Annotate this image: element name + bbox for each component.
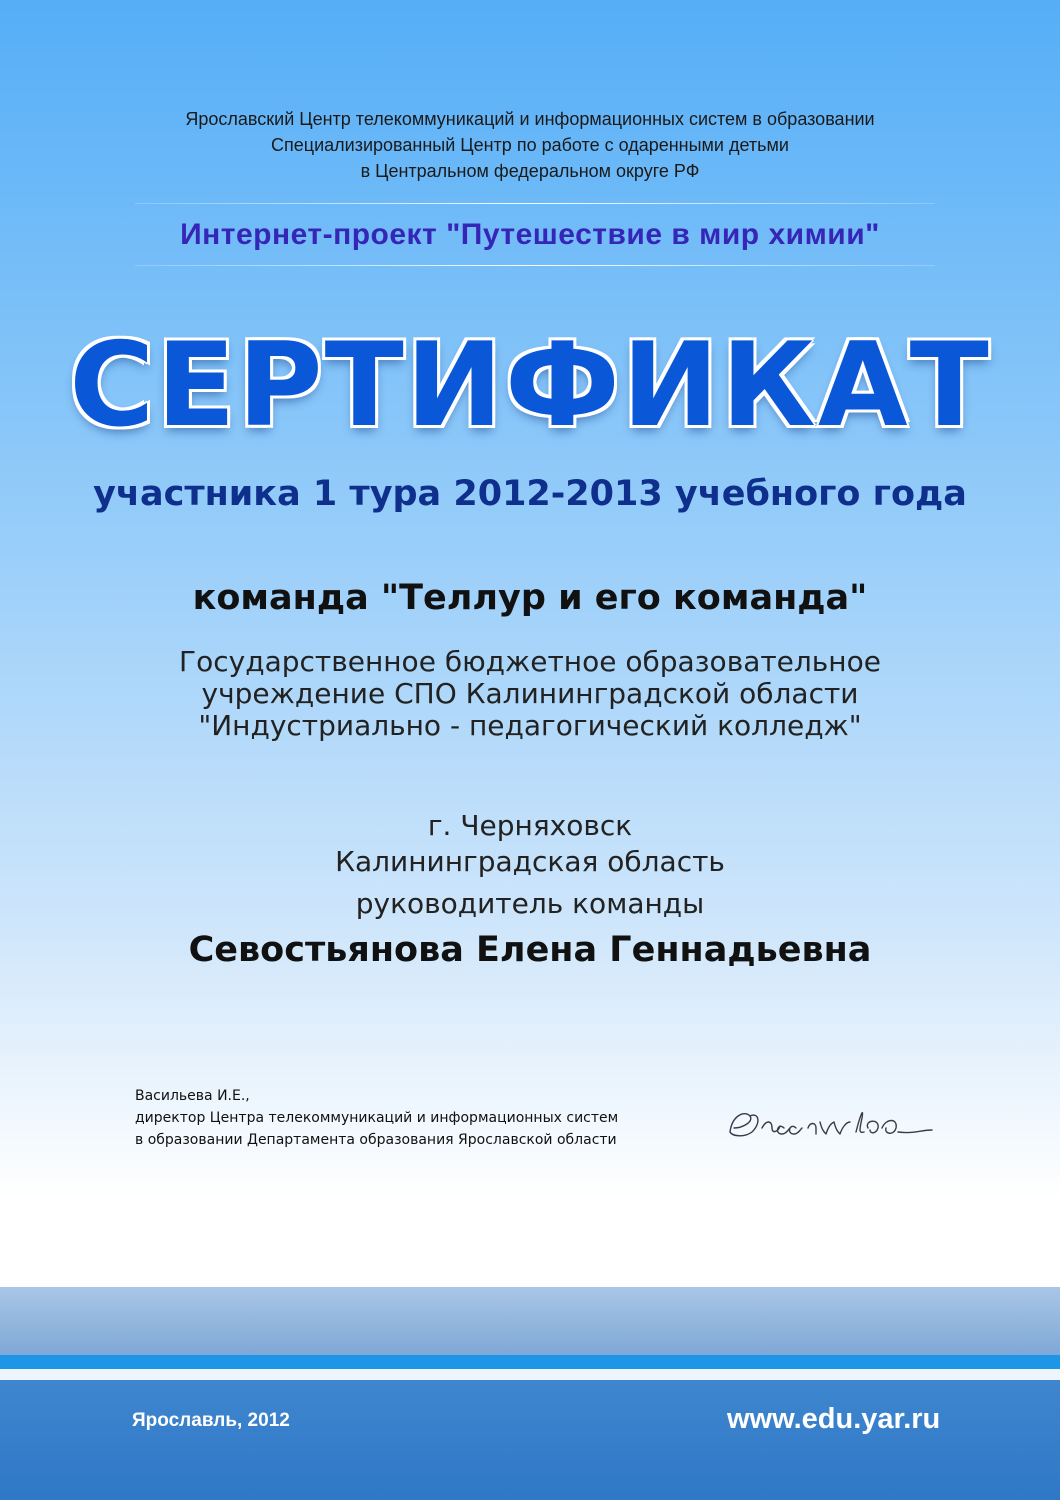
region: Калининградская область xyxy=(335,845,725,878)
footer-city-year: Ярославль, 2012 xyxy=(132,1410,290,1431)
project-title: Интернет-проект "Путешествие в мир химии" xyxy=(180,218,880,251)
leader-label: руководитель команды xyxy=(355,887,705,920)
certificate-title: СЕРТИФИКАТ xyxy=(69,318,991,453)
signer-name: Васильева И.Е., xyxy=(135,1088,250,1104)
org-line-2: учреждение СПО Калининградской области xyxy=(201,677,859,710)
footer-website-link[interactable]: www.edu.yar.ru xyxy=(727,1403,941,1435)
issuer-line-2: Специализированный Центр по работе с одаренными детьми xyxy=(271,135,789,155)
footer-light-band xyxy=(0,1287,1060,1355)
team-name: команда "Теллур и его команда" xyxy=(192,578,868,618)
location-block xyxy=(0,808,1060,922)
footer-white-line xyxy=(0,1369,1060,1380)
issuer-line-3: в Центральном федеральном округе РФ xyxy=(360,161,700,181)
organization xyxy=(0,646,1060,742)
certificate-subtitle: участника 1 тура 2012-2013 учебного года xyxy=(93,474,967,514)
issuer-line-1: Ярославский Центр телекоммуникаций и информационных систем в образовании xyxy=(185,109,875,129)
issuer-header xyxy=(0,106,1060,184)
leader-name: Севостьянова Елена Геннадьевна xyxy=(188,930,872,970)
city: г. Черняховск xyxy=(427,809,633,842)
org-line-1: Государственное бюджетное образовательное xyxy=(179,645,881,678)
signer-title-1: директор Центра телекоммуникаций и информационных систем xyxy=(135,1110,619,1126)
signer-block xyxy=(135,1085,618,1151)
footer-stripe xyxy=(0,1355,1060,1369)
org-line-3: "Индустриально - педагогический колледж" xyxy=(198,709,862,742)
signer-title-2: в образовании Департамента образования Ярославской области xyxy=(135,1132,617,1148)
top-divider xyxy=(135,203,935,204)
signature-image xyxy=(722,1098,937,1150)
bottom-divider xyxy=(135,265,935,266)
footer-dark-band xyxy=(0,1380,1060,1500)
